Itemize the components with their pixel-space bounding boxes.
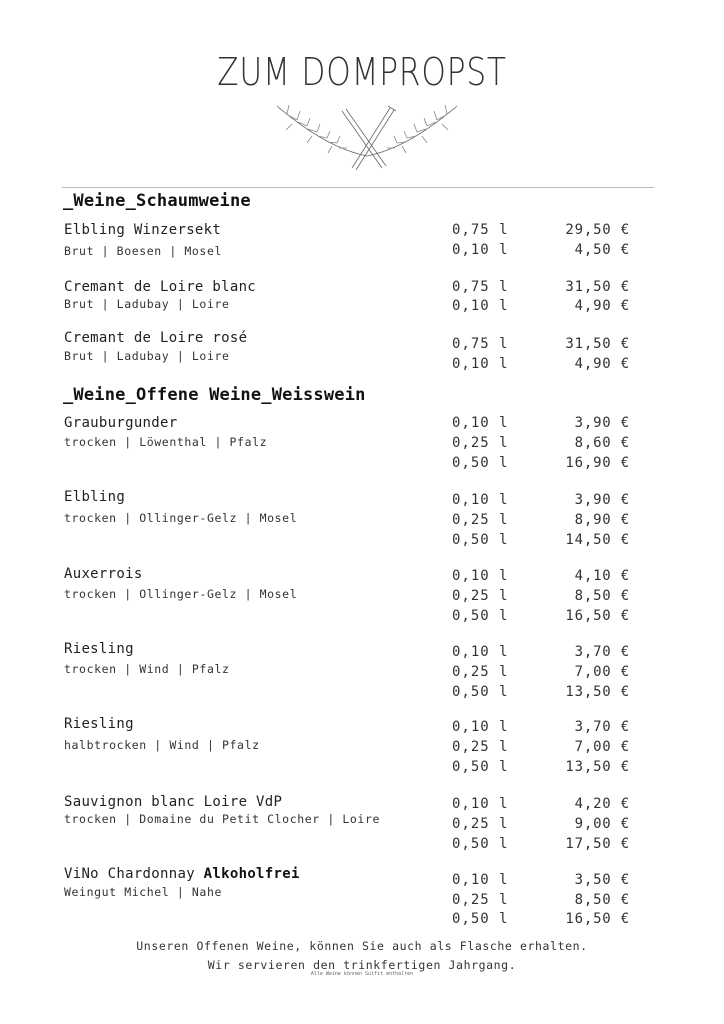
price: 16,50 € xyxy=(565,608,630,624)
price-row xyxy=(64,568,630,588)
price: 4,50 € xyxy=(574,242,630,258)
footer-note-bottles: Unseren Offenen Weine, können Sie auch als Flasche erhalten. xyxy=(136,939,588,953)
wine-name: Riesling xyxy=(64,716,134,732)
section-title-schaumweine: _Weine_Schaumweine xyxy=(63,191,251,211)
price: 4,90 € xyxy=(574,298,630,314)
wine-name: Auxerrois xyxy=(64,566,143,582)
price-row xyxy=(64,279,630,299)
price-row xyxy=(64,415,630,435)
volume: 0,10 l xyxy=(452,492,509,508)
volume: 0,25 l xyxy=(452,892,509,908)
price-row xyxy=(64,512,630,532)
price: 16,50 € xyxy=(565,911,630,927)
header-divider xyxy=(62,187,654,188)
price: 3,90 € xyxy=(574,492,630,508)
restaurant-name: ZUM DOMPROPST xyxy=(217,50,507,94)
volume: 0,75 l xyxy=(452,336,509,352)
price: 31,50 € xyxy=(565,336,630,352)
wine-description: trocken | Ollinger-Gelz | Mosel xyxy=(64,511,298,525)
price-row xyxy=(64,492,630,512)
price-row xyxy=(64,608,630,628)
price: 8,50 € xyxy=(574,892,630,908)
volume: 0,10 l xyxy=(452,356,509,372)
wine-name: Elbling Winzersekt xyxy=(64,222,222,238)
wine-name: Elbling xyxy=(64,489,126,505)
wine-name-text: ViNo Chardonnay xyxy=(64,866,195,882)
price: 14,50 € xyxy=(565,532,630,548)
wine-description: Brut | Boesen | Mosel xyxy=(64,244,222,258)
price: 3,70 € xyxy=(574,719,630,735)
section-title-weisswein: _Weine_Offene Weine_Weisswein xyxy=(63,385,366,405)
volume: 0,10 l xyxy=(452,872,509,888)
volume: 0,10 l xyxy=(452,796,509,812)
price: 8,60 € xyxy=(574,435,630,451)
volume: 0,25 l xyxy=(452,588,509,604)
volume: 0,75 l xyxy=(452,279,509,295)
volume: 0,25 l xyxy=(452,816,509,832)
price-row xyxy=(64,892,630,912)
price-row xyxy=(64,684,630,704)
volume: 0,10 l xyxy=(452,242,509,258)
volume: 0,50 l xyxy=(452,684,509,700)
price: 13,50 € xyxy=(565,759,630,775)
wine-description: trocken | Wind | Pfalz xyxy=(64,662,230,676)
volume: 0,25 l xyxy=(452,739,509,755)
volume: 0,10 l xyxy=(452,298,509,314)
price-row xyxy=(64,796,630,816)
price: 16,90 € xyxy=(565,455,630,471)
price-row xyxy=(64,836,630,856)
wine-name-bold: Alkoholfrei xyxy=(203,866,300,882)
price-row xyxy=(64,588,630,608)
price: 4,10 € xyxy=(574,568,630,584)
price-row xyxy=(64,816,630,836)
price-row xyxy=(64,222,630,242)
footer-sulfite-note: Alle Weine können Sulfit enthalten xyxy=(310,971,414,977)
price-row xyxy=(64,435,630,455)
price: 3,90 € xyxy=(574,415,630,431)
price-row xyxy=(64,455,630,475)
wine-description: Brut | Ladubay | Loire xyxy=(64,349,230,363)
wine-name: Cremant de Loire blanc xyxy=(64,279,257,295)
volume: 0,10 l xyxy=(452,644,509,660)
volume: 0,75 l xyxy=(452,222,509,238)
volume: 0,50 l xyxy=(452,759,509,775)
price: 9,00 € xyxy=(574,816,630,832)
price: 4,20 € xyxy=(574,796,630,812)
wine-name: Cremant de Loire rosé xyxy=(64,330,248,346)
volume: 0,25 l xyxy=(452,435,509,451)
price: 8,90 € xyxy=(574,512,630,528)
price-row xyxy=(64,242,630,262)
wine-description: Weingut Michel | Nahe xyxy=(64,885,222,899)
price: 4,90 € xyxy=(574,356,630,372)
price: 7,00 € xyxy=(574,664,630,680)
price-row xyxy=(64,759,630,779)
price: 8,50 € xyxy=(574,588,630,604)
wreath-cutlery-logo xyxy=(262,96,472,176)
price: 29,50 € xyxy=(565,222,630,238)
price-row xyxy=(64,872,630,892)
price-row xyxy=(64,644,630,664)
wine-name: Grauburgunder xyxy=(64,415,178,431)
price-row xyxy=(64,298,630,318)
volume: 0,50 l xyxy=(452,836,509,852)
price: 17,50 € xyxy=(565,836,630,852)
volume: 0,10 l xyxy=(452,719,509,735)
volume: 0,10 l xyxy=(452,415,509,431)
price: 7,00 € xyxy=(574,739,630,755)
wine-name: Riesling xyxy=(64,641,134,657)
wine-description: trocken | Ollinger-Gelz | Mosel xyxy=(64,587,298,601)
wine-description: Brut | Ladubay | Loire xyxy=(64,297,230,311)
wine-description: trocken | Domaine du Petit Clocher | Loire xyxy=(64,812,380,826)
price: 31,50 € xyxy=(565,279,630,295)
volume: 0,25 l xyxy=(452,512,509,528)
price: 3,50 € xyxy=(574,872,630,888)
price-row xyxy=(64,336,630,356)
price-row xyxy=(64,739,630,759)
price: 13,50 € xyxy=(565,684,630,700)
wine-description: trocken | Löwenthal | Pfalz xyxy=(64,435,268,449)
price-row xyxy=(64,664,630,684)
price-row xyxy=(64,356,630,376)
volume: 0,25 l xyxy=(452,664,509,680)
volume: 0,50 l xyxy=(452,532,509,548)
volume: 0,50 l xyxy=(452,608,509,624)
volume: 0,10 l xyxy=(452,568,509,584)
price-row xyxy=(64,719,630,739)
price-row xyxy=(64,911,630,931)
footer-note-vintage: Wir servieren den trinkfertigen Jahrgang. xyxy=(207,958,517,972)
volume: 0,50 l xyxy=(452,911,509,927)
volume: 0,50 l xyxy=(452,455,509,471)
price: 3,70 € xyxy=(574,644,630,660)
price-row xyxy=(64,532,630,552)
wine-name: Sauvignon blanc Loire VdP xyxy=(64,794,283,810)
wine-description: halbtrocken | Wind | Pfalz xyxy=(64,738,260,752)
